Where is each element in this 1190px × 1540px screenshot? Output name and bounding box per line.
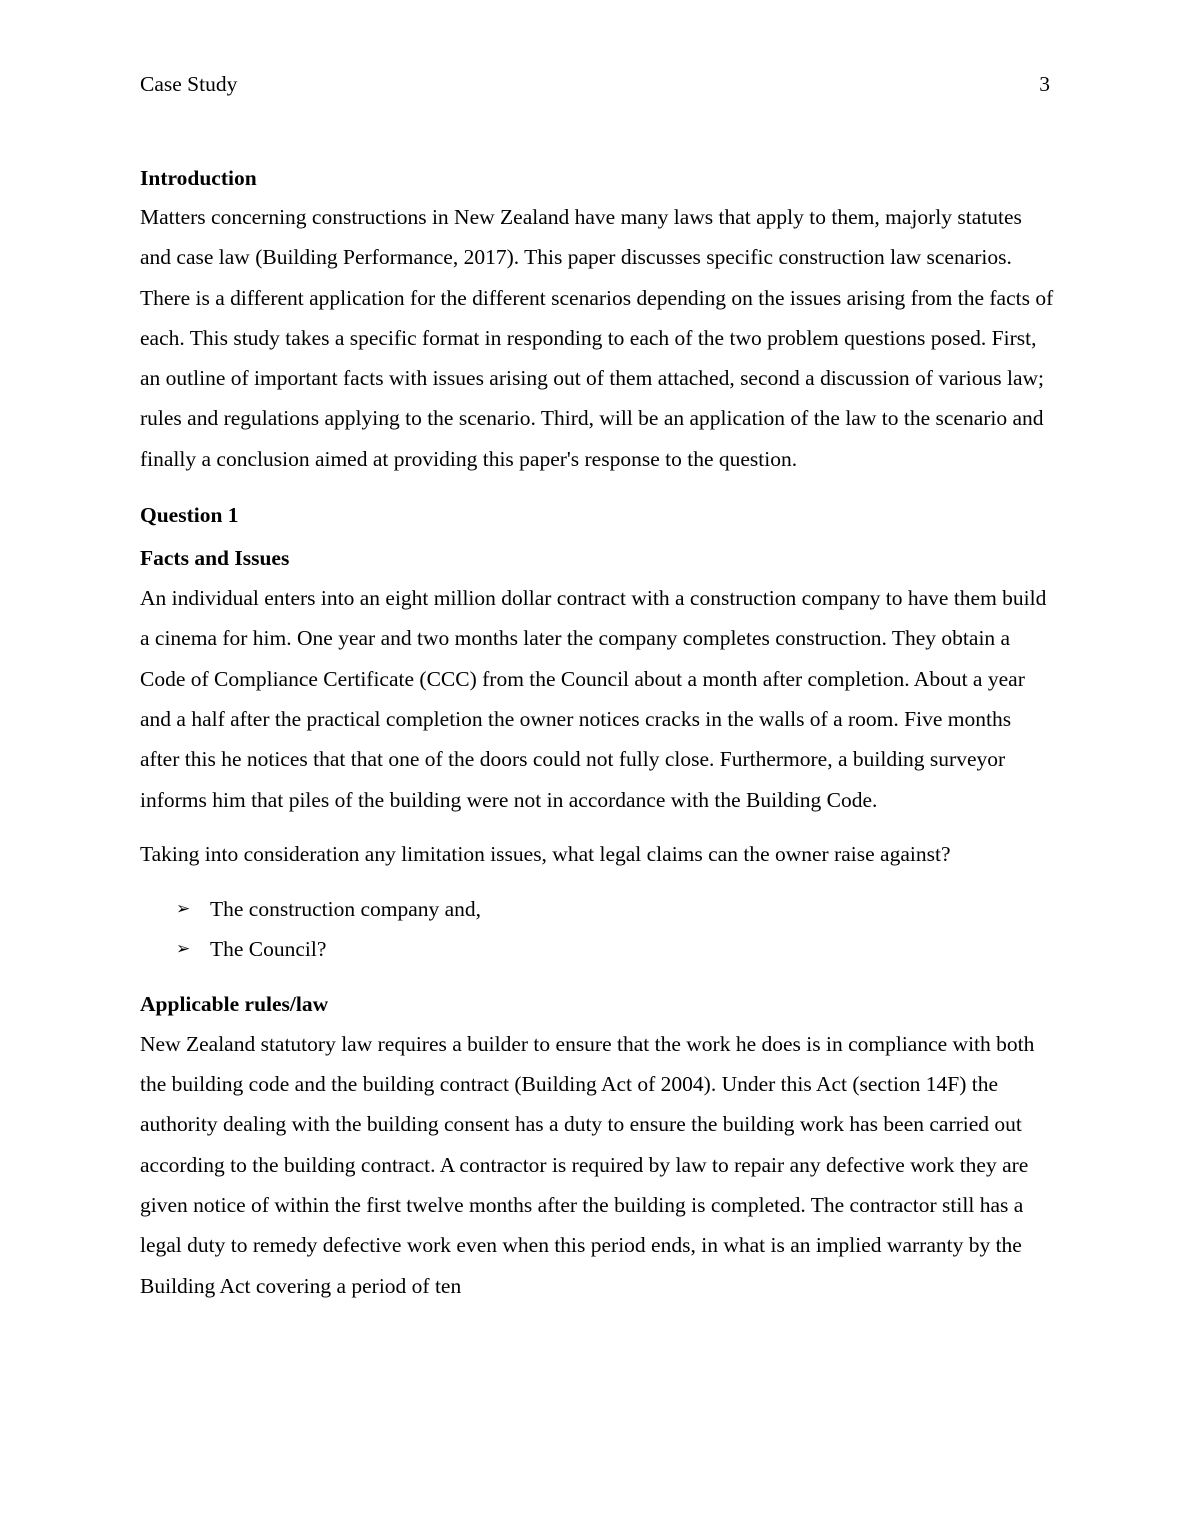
document-body bbox=[140, 164, 1055, 1306]
rules-paragraph: New Zealand statutory law requires a builder to ensure that the work he does is in compliance with both the building code and the building contract (Building Act of 2004). Under this Act (section 14F) the authority dealing with the building consent has a duty to ensure the building work has been carried out according to the building contract. A contractor is required by law to repair any defective work they are given notice of within the first twelve months after the building is completed. The contractor still has a legal duty to remedy defective work even when this period ends, in what is an implied warranty by the Building Act covering a period of ten bbox=[140, 1031, 1035, 1298]
applicable-rules-heading: Applicable rules/law bbox=[140, 991, 329, 1016]
page-number: 3 bbox=[1039, 72, 1050, 96]
arrowhead-bullet-icon: ➢ bbox=[176, 939, 191, 960]
list-item bbox=[140, 929, 1055, 969]
claims-list bbox=[140, 889, 1055, 970]
list-item bbox=[140, 889, 1055, 929]
page-header bbox=[140, 70, 1050, 100]
list-item-text: The construction company and, bbox=[210, 897, 482, 922]
introduction-paragraph: Matters concerning constructions in New Zealand have many laws that apply to them, majorly statutes and case law (Building Performance, 2017). This paper discusses specific construction law scenarios. There is a different application for the different scenarios depending on the issues arising from the facts of each. This study takes a specific format in responding to each of the two problem questions posed. First, an outline of important facts with issues arising out of them attached, second a discussion of various law; rules and regulations applying to the scenario. Third, will be an application of the law to the scenario and finally a conclusion aimed at providing this paper's response to the question. bbox=[140, 205, 1054, 471]
running-head-title: Case Study bbox=[140, 72, 238, 96]
list-item-text: The Council? bbox=[210, 937, 327, 962]
introduction-heading: Introduction bbox=[140, 166, 257, 190]
arrowhead-bullet-icon: ➢ bbox=[176, 899, 191, 920]
question-1-heading: Question 1 bbox=[140, 503, 239, 528]
facts-and-issues-heading: Facts and Issues bbox=[140, 546, 290, 571]
question-paragraph: Taking into consideration any limitation issues, what legal claims can the owner raise against? bbox=[140, 841, 951, 866]
facts-paragraph: An individual enters into an eight million dollar contract with a construction company to have them build a cinema for him. One year and two months later the company completes construction. They obtain a Code of Compliance Certificate (CCC) from the Council about a month after completion. About a year and a half after the practical completion the owner notices cracks in the walls of a room. Five months after this he notices that that one of the doors could not fully close. Furthermore, a building surveyor informs him that piles of the building were not in accordance with the Building Code. bbox=[140, 586, 1047, 812]
